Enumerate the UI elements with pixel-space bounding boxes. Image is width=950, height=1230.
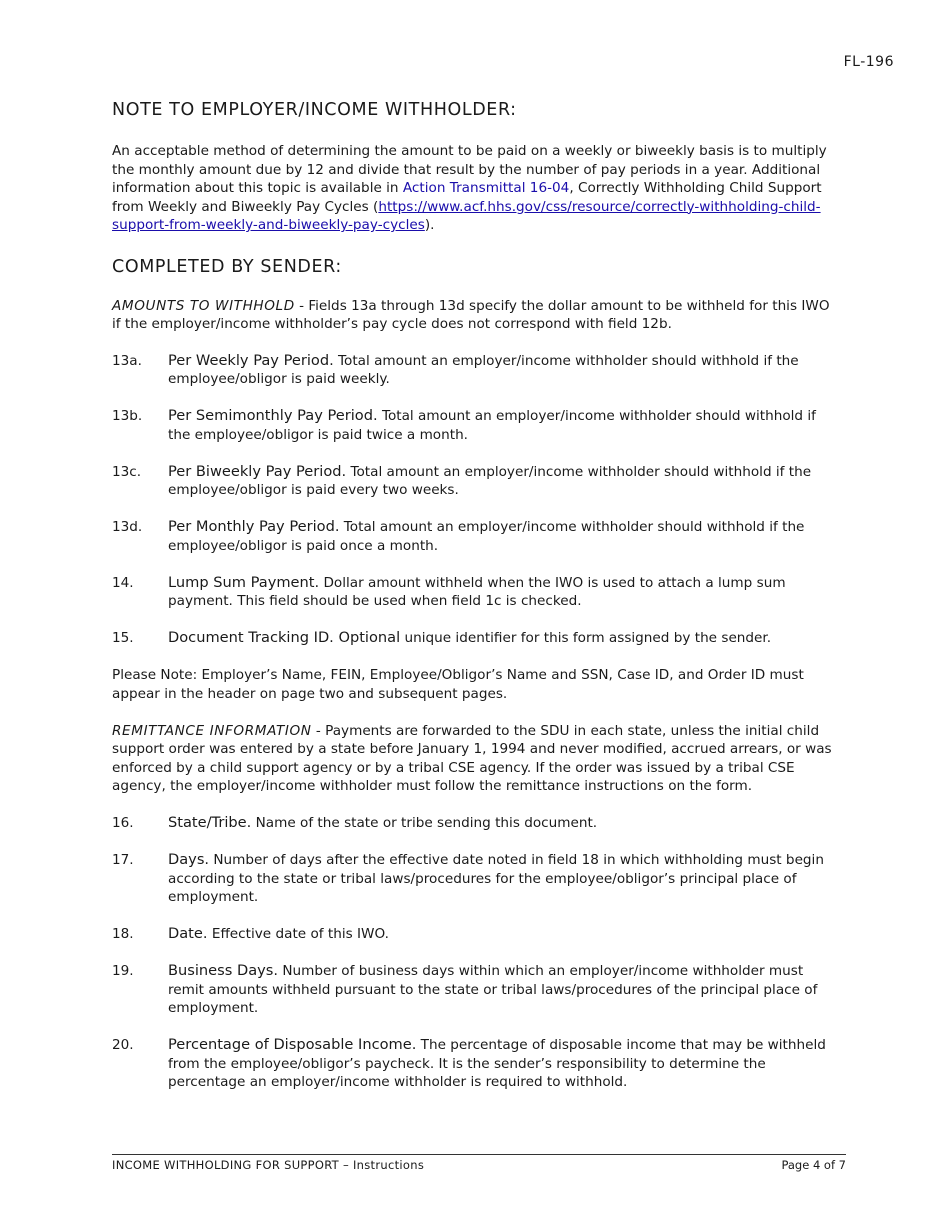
list-item: [112, 814, 840, 833]
amounts-paragraph: [112, 297, 840, 334]
note-paragraph: [112, 142, 840, 235]
item-number: 13c.: [112, 463, 142, 480]
item-number: 18.: [112, 926, 134, 942]
list-item: [112, 851, 840, 907]
list-item: [112, 962, 840, 1018]
item-description: unique identifier for this form assigned by the sender.: [400, 630, 772, 646]
item-number: 13b.: [112, 408, 143, 424]
note-text-before-link: An acceptable method of determining the amount to be paid on a weekly or biweekly basis is to multiply the monthly amount due by 12 and divide that result by the number of pay periods in a year. Additional information about this topic is available in: [112, 143, 827, 196]
item-description: Total amount an employer/income withholder should withhold if the employee/obligor is paid weekly.: [168, 352, 799, 387]
item-description: Effective date of this IWO.: [207, 926, 389, 942]
list-item: [112, 925, 840, 944]
list-item: [112, 463, 840, 500]
item-description: Number of days after the effective date noted in field 18 in which withholding must begin according to the state or tribal laws/procedures for the employee/obligor’s principal place of employment.: [168, 852, 824, 905]
acf-resource-url-link[interactable]: https://www.acf.hhs.gov/css/resource/correctly-withholding-child-support-from-weekly-and-biweekly-pay-cycles: [112, 198, 821, 233]
action-transmittal-link[interactable]: Action Transmittal 16-04: [402, 180, 570, 196]
remittance-text: - Payments are forwarded to the SDU in each state, unless the initial child support order was entered by a state before January 1, 1994 and never modified, accrued arrears, or was enforced by a child support agency or by a tribal CSE agency. If the order was issued by a tribal CSE agency, the employer/income withholder must follow the remittance instructions on the form.: [112, 722, 832, 794]
list-item: [112, 518, 840, 555]
item-title: Per Biweekly Pay Period.: [168, 462, 347, 480]
item-number: 16.: [112, 815, 134, 831]
form-id: FL-196: [843, 54, 894, 70]
item-title: Per Monthly Pay Period.: [168, 518, 340, 535]
list-item: [112, 352, 840, 389]
item-title: Per Weekly Pay Period.: [168, 351, 334, 369]
item-number: 13d.: [112, 519, 143, 535]
item-description: Total amount an employer/income withholder should withhold if the employee/obligor is paid every two weeks.: [168, 463, 812, 498]
item-description: Dollar amount withheld when the IWO is used to attach a lump sum payment. This field should be used when field 1c is checked.: [168, 574, 786, 609]
amounts-text: - Fields 13a through 13d specify the dollar amount to be withheld for this IWO if the employer/income withholder’s pay cycle does not correspond with field 12b.: [112, 297, 830, 332]
page-content: [112, 100, 840, 1110]
item-title: State/Tribe.: [168, 814, 252, 831]
item-description: Total amount an employer/income withholder should withhold if the employee/obligor is paid once a month.: [168, 519, 805, 554]
item-title: Percentage of Disposable Income.: [168, 1036, 417, 1053]
item-description: Total amount an employer/income withholder should withhold if the employee/obligor is paid twice a month.: [168, 408, 816, 443]
item-number: 14.: [112, 574, 134, 591]
item-description: Number of business days within which an employer/income withholder must remit amounts withheld pursuant to the state or tribal laws/procedures of the principal place of employment.: [168, 963, 818, 1016]
item-title: Date.: [168, 925, 208, 942]
item-number: 15.: [112, 630, 134, 646]
note-text-middle: , Correctly Withholding Child Support from Weekly and Biweekly Pay Cycles (: [112, 180, 822, 215]
item-title: Document Tracking ID. Optional: [168, 629, 401, 646]
item-description: The percentage of disposable income that may be withheld from the employee/obligor’s paycheck. It is the sender’s responsibility to determine the percentage an employer/income withholder is required to withhold.: [168, 1037, 826, 1090]
item-number: 19.: [112, 963, 134, 979]
list-item: [112, 1036, 840, 1092]
remittance-paragraph: [112, 722, 840, 796]
note-text-after-url: ).: [424, 217, 435, 233]
footer-divider: [112, 1154, 846, 1155]
remittance-label: REMITTANCE INFORMATION: [112, 722, 312, 739]
item-number: 20.: [112, 1037, 134, 1053]
items-list-a: [112, 352, 840, 648]
sender-heading: COMPLETED BY SENDER:: [112, 256, 342, 277]
note-heading: NOTE TO EMPLOYER/INCOME WITHHOLDER:: [112, 100, 517, 120]
footer-title: INCOME WITHHOLDING FOR SUPPORT – Instructions: [112, 1158, 425, 1172]
please-note-paragraph: Please Note: Employer’s Name, FEIN, Employee/Obligor’s Name and SSN, Case ID, and Order ID must appear in the header on page two and subsequent pages.: [112, 667, 804, 702]
amounts-label: AMOUNTS TO WITHHOLD: [112, 297, 295, 314]
list-item: [112, 629, 840, 648]
item-title: Days.: [168, 851, 210, 868]
item-title: Lump Sum Payment.: [168, 573, 320, 591]
page-number: Page 4 of 7: [781, 1158, 846, 1172]
item-title: Per Semimonthly Pay Period.: [168, 407, 378, 424]
items-list-b: [112, 814, 840, 1092]
list-item: [112, 574, 840, 611]
item-description: Name of the state or tribe sending this document.: [251, 815, 598, 831]
item-title: Business Days.: [168, 962, 279, 979]
item-number: 17.: [112, 852, 134, 868]
item-number: 13a.: [112, 352, 142, 369]
list-item: [112, 407, 840, 444]
